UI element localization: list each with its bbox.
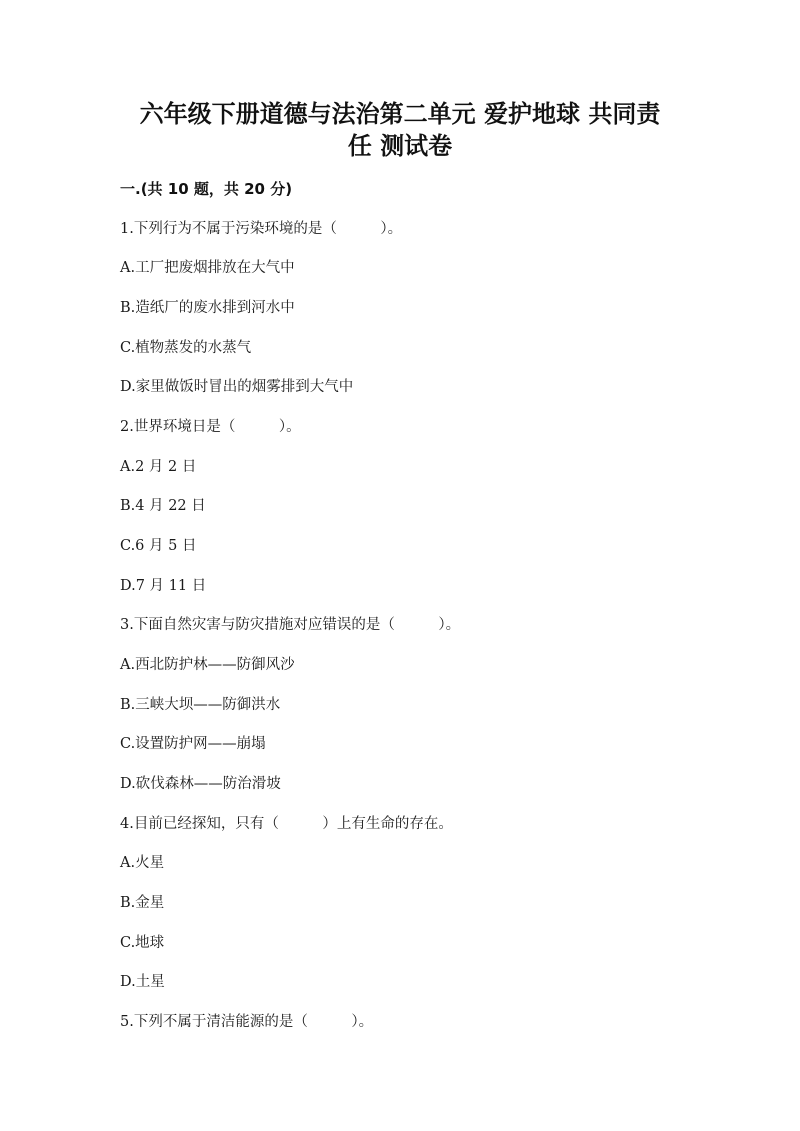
question-5-stem: 5.下列不属于清洁能源的是（ ）。 — [120, 1014, 374, 1030]
question-2-option-a: A.2 月 2 日 — [120, 459, 197, 475]
document-title-line-1: 六年级下册道德与法治第二单元 爱护地球 共同责 — [139, 100, 661, 128]
question-4-option-b: B.金星 — [120, 895, 165, 911]
question-2-option-b: B.4 月 22 日 — [120, 498, 206, 514]
question-1-stem: 1.下列行为不属于污染环境的是（ ）。 — [120, 221, 403, 237]
question-1-option-b: B.造纸厂的废水排到河水中 — [120, 300, 295, 316]
question-2-option-c: C.6 月 5 日 — [120, 538, 197, 554]
question-1-option-d: D.家里做饭时冒出的烟雾排到大气中 — [120, 379, 354, 395]
question-4-option-a: A.火星 — [120, 855, 165, 871]
question-3-option-a: A.西北防护林——防御风沙 — [120, 657, 295, 673]
question-1-option-c: C.植物蒸发的水蒸气 — [120, 340, 252, 356]
question-3-option-c: C.设置防护网——崩塌 — [120, 736, 266, 752]
question-2-stem: 2.世界环境日是（ ）。 — [120, 419, 301, 435]
question-3-stem: 3.下面自然灾害与防灾措施对应错误的是（ ）。 — [120, 617, 461, 633]
question-3-option-d: D.砍伐森林——防治滑坡 — [120, 776, 281, 792]
question-4-stem: 4.目前已经探知，只有（ ）上有生命的存在。 — [120, 816, 453, 832]
question-4-option-d: D.土星 — [120, 974, 165, 990]
document-title-line-2: 任 测试卷 — [347, 132, 453, 160]
question-3-option-b: B.三峡大坝——防御洪水 — [120, 697, 281, 713]
section-header: 一.(共 10 题，共 20 分) — [120, 180, 293, 198]
question-4-option-c: C.地球 — [120, 935, 165, 951]
question-2-option-d: D.7 月 11 日 — [120, 578, 207, 594]
question-1-option-a: A.工厂把废烟排放在大气中 — [120, 260, 295, 276]
